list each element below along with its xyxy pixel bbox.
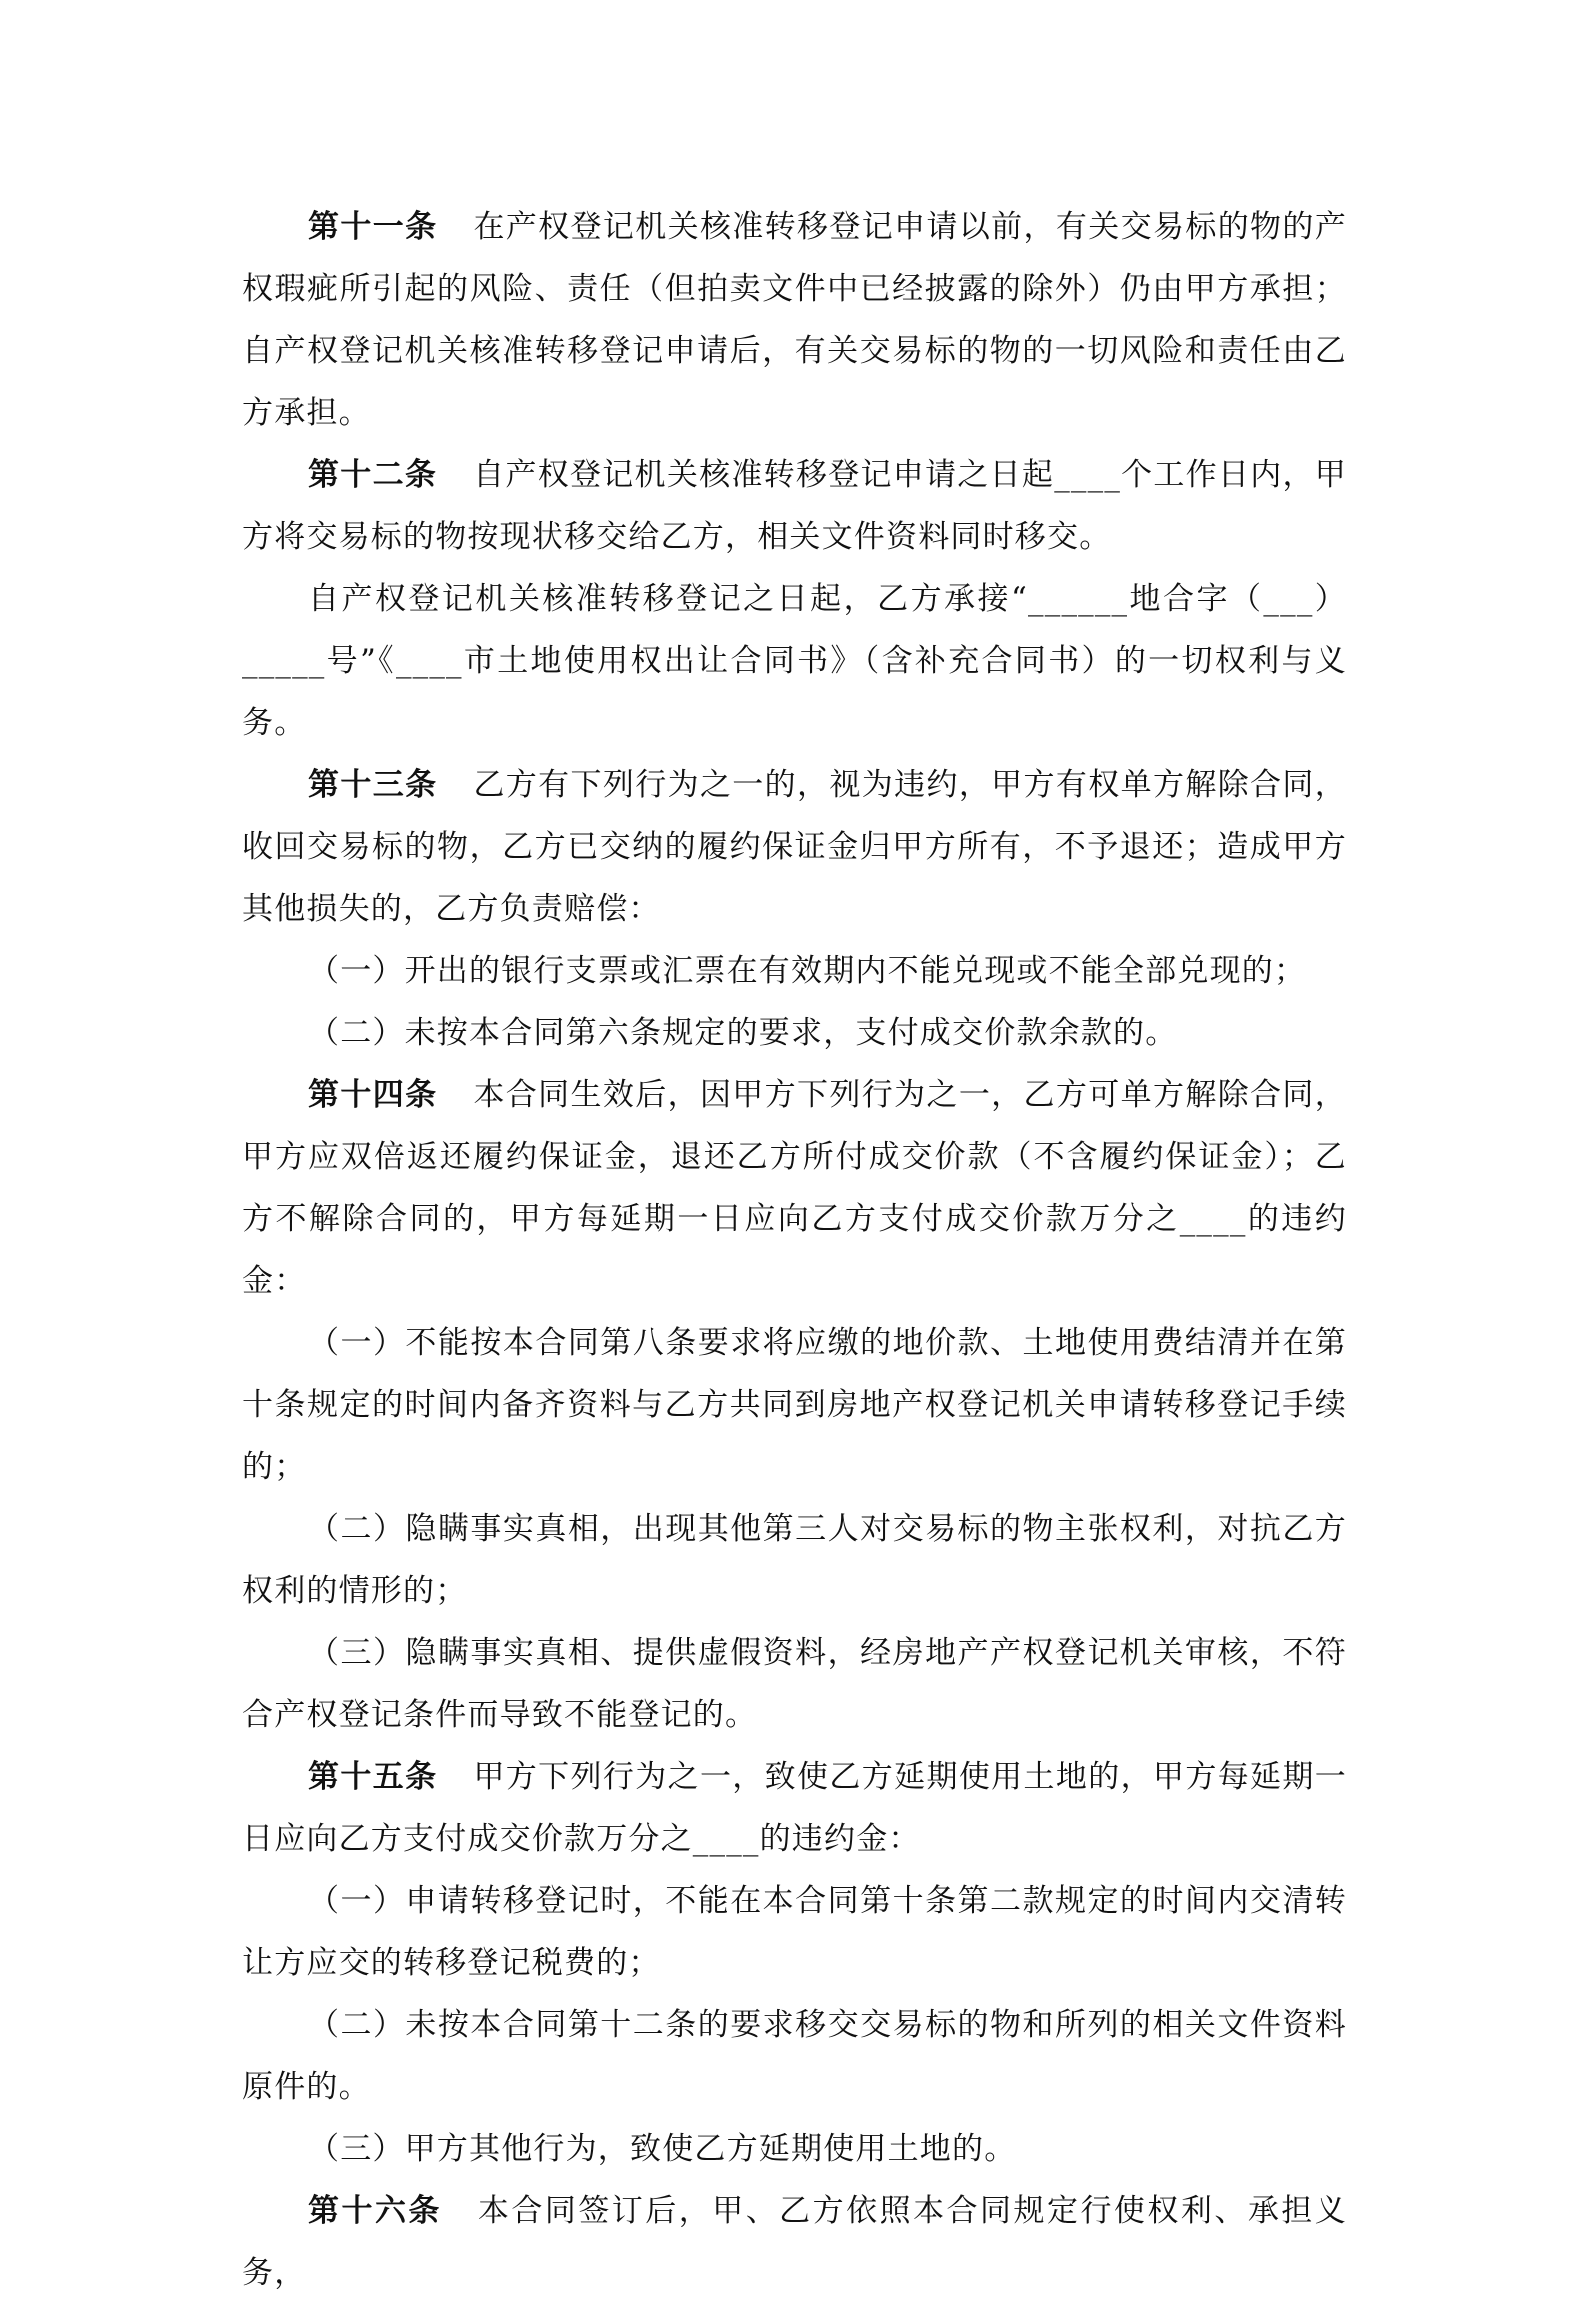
article-15: [242, 1746, 1347, 1870]
article-heading: 第十四条: [308, 1077, 438, 1113]
article-13-item-2: [242, 1002, 1347, 1064]
item-text: （一）不能按本合同第八条要求将应缴的地价款、土地使用费结清并在第十条规定的时间内备齐资料与乙方共同到房地产权登记机关申请转移登记手续的；: [242, 1325, 1347, 1485]
article-14-item-3: [242, 1622, 1347, 1746]
article-14-item-1: [242, 1312, 1347, 1498]
item-text: （三）隐瞒事实真相、提供虚假资料，经房地产产权登记机关审核，不符合产权登记条件而导致不能登记的。: [242, 1635, 1347, 1733]
article-12-clause-2: [242, 568, 1347, 754]
item-text: （一）开出的银行支票或汇票在有效期内不能兑现或不能全部兑现的；: [308, 953, 1307, 989]
article-text: 本合同签订后，甲、乙方依照本合同规定行使权利、承担义务，: [242, 2193, 1347, 2291]
article-heading: 第十二条: [308, 457, 438, 493]
article-14: [242, 1064, 1347, 1312]
article-15-item-3: [242, 2118, 1347, 2180]
article-11: [242, 196, 1347, 444]
clause-text: 自产权登记机关核准转移登记之日起，乙方承接“______地合字（___）_____号”《____市土地使用权出让合同书》（含补充合同书）的一切权利与义务。: [242, 581, 1347, 741]
item-text: （二）未按本合同第十二条的要求移交交易标的物和所列的相关文件资料原件的。: [242, 2007, 1347, 2105]
article-16: [242, 2180, 1347, 2304]
item-text: （三）甲方其他行为，致使乙方延期使用土地的。: [308, 2131, 1017, 2167]
article-heading: 第十三条: [308, 767, 438, 803]
article-15-item-2: [242, 1994, 1347, 2118]
item-text: （二）未按本合同第六条规定的要求，支付成交价款余款的。: [308, 1015, 1178, 1051]
article-12: [242, 444, 1347, 568]
item-text: （一）申请转移登记时，不能在本合同第十条第二款规定的时间内交清转让方应交的转移登记税费的；: [242, 1883, 1347, 1981]
item-text: （二）隐瞒事实真相，出现其他第三人对交易标的物主张权利，对抗乙方权利的情形的；: [242, 1511, 1347, 1609]
article-text: 乙方有下列行为之一的，视为违约，甲方有权单方解除合同，收回交易标的物，乙方已交纳的履约保证金归甲方所有，不予退还；造成甲方其他损失的，乙方负责赔偿：: [242, 767, 1347, 927]
article-text: 甲方下列行为之一，致使乙方延期使用土地的，甲方每延期一日应向乙方支付成交价款万分之____的违约金：: [242, 1759, 1347, 1857]
article-heading: 第十五条: [308, 1759, 438, 1795]
article-13-item-1: [242, 940, 1347, 1002]
article-heading: 第十六条: [308, 2193, 442, 2229]
article-text: 本合同生效后，因甲方下列行为之一，乙方可单方解除合同，甲方应双倍返还履约保证金，退还乙方所付成交价款（不含履约保证金）；乙方不解除合同的，甲方每延期一日应向乙方支付成交价款万分之____的违约金：: [242, 1077, 1347, 1299]
article-text: 自产权登记机关核准转移登记申请之日起____个工作日内，甲方将交易标的物按现状移交给乙方，相关文件资料同时移交。: [242, 457, 1347, 555]
contract-body: [242, 196, 1347, 2304]
article-heading: 第十一条: [308, 209, 438, 245]
article-15-item-1: [242, 1870, 1347, 1994]
article-14-item-2: [242, 1498, 1347, 1622]
article-text: 在产权登记机关核准转移登记申请以前，有关交易标的物的产权瑕疵所引起的风险、责任（但拍卖文件中已经披露的除外）仍由甲方承担；自产权登记机关核准转移登记申请后，有关交易标的物的一切风险和责任由乙方承担。: [242, 209, 1347, 431]
article-13: [242, 754, 1347, 940]
